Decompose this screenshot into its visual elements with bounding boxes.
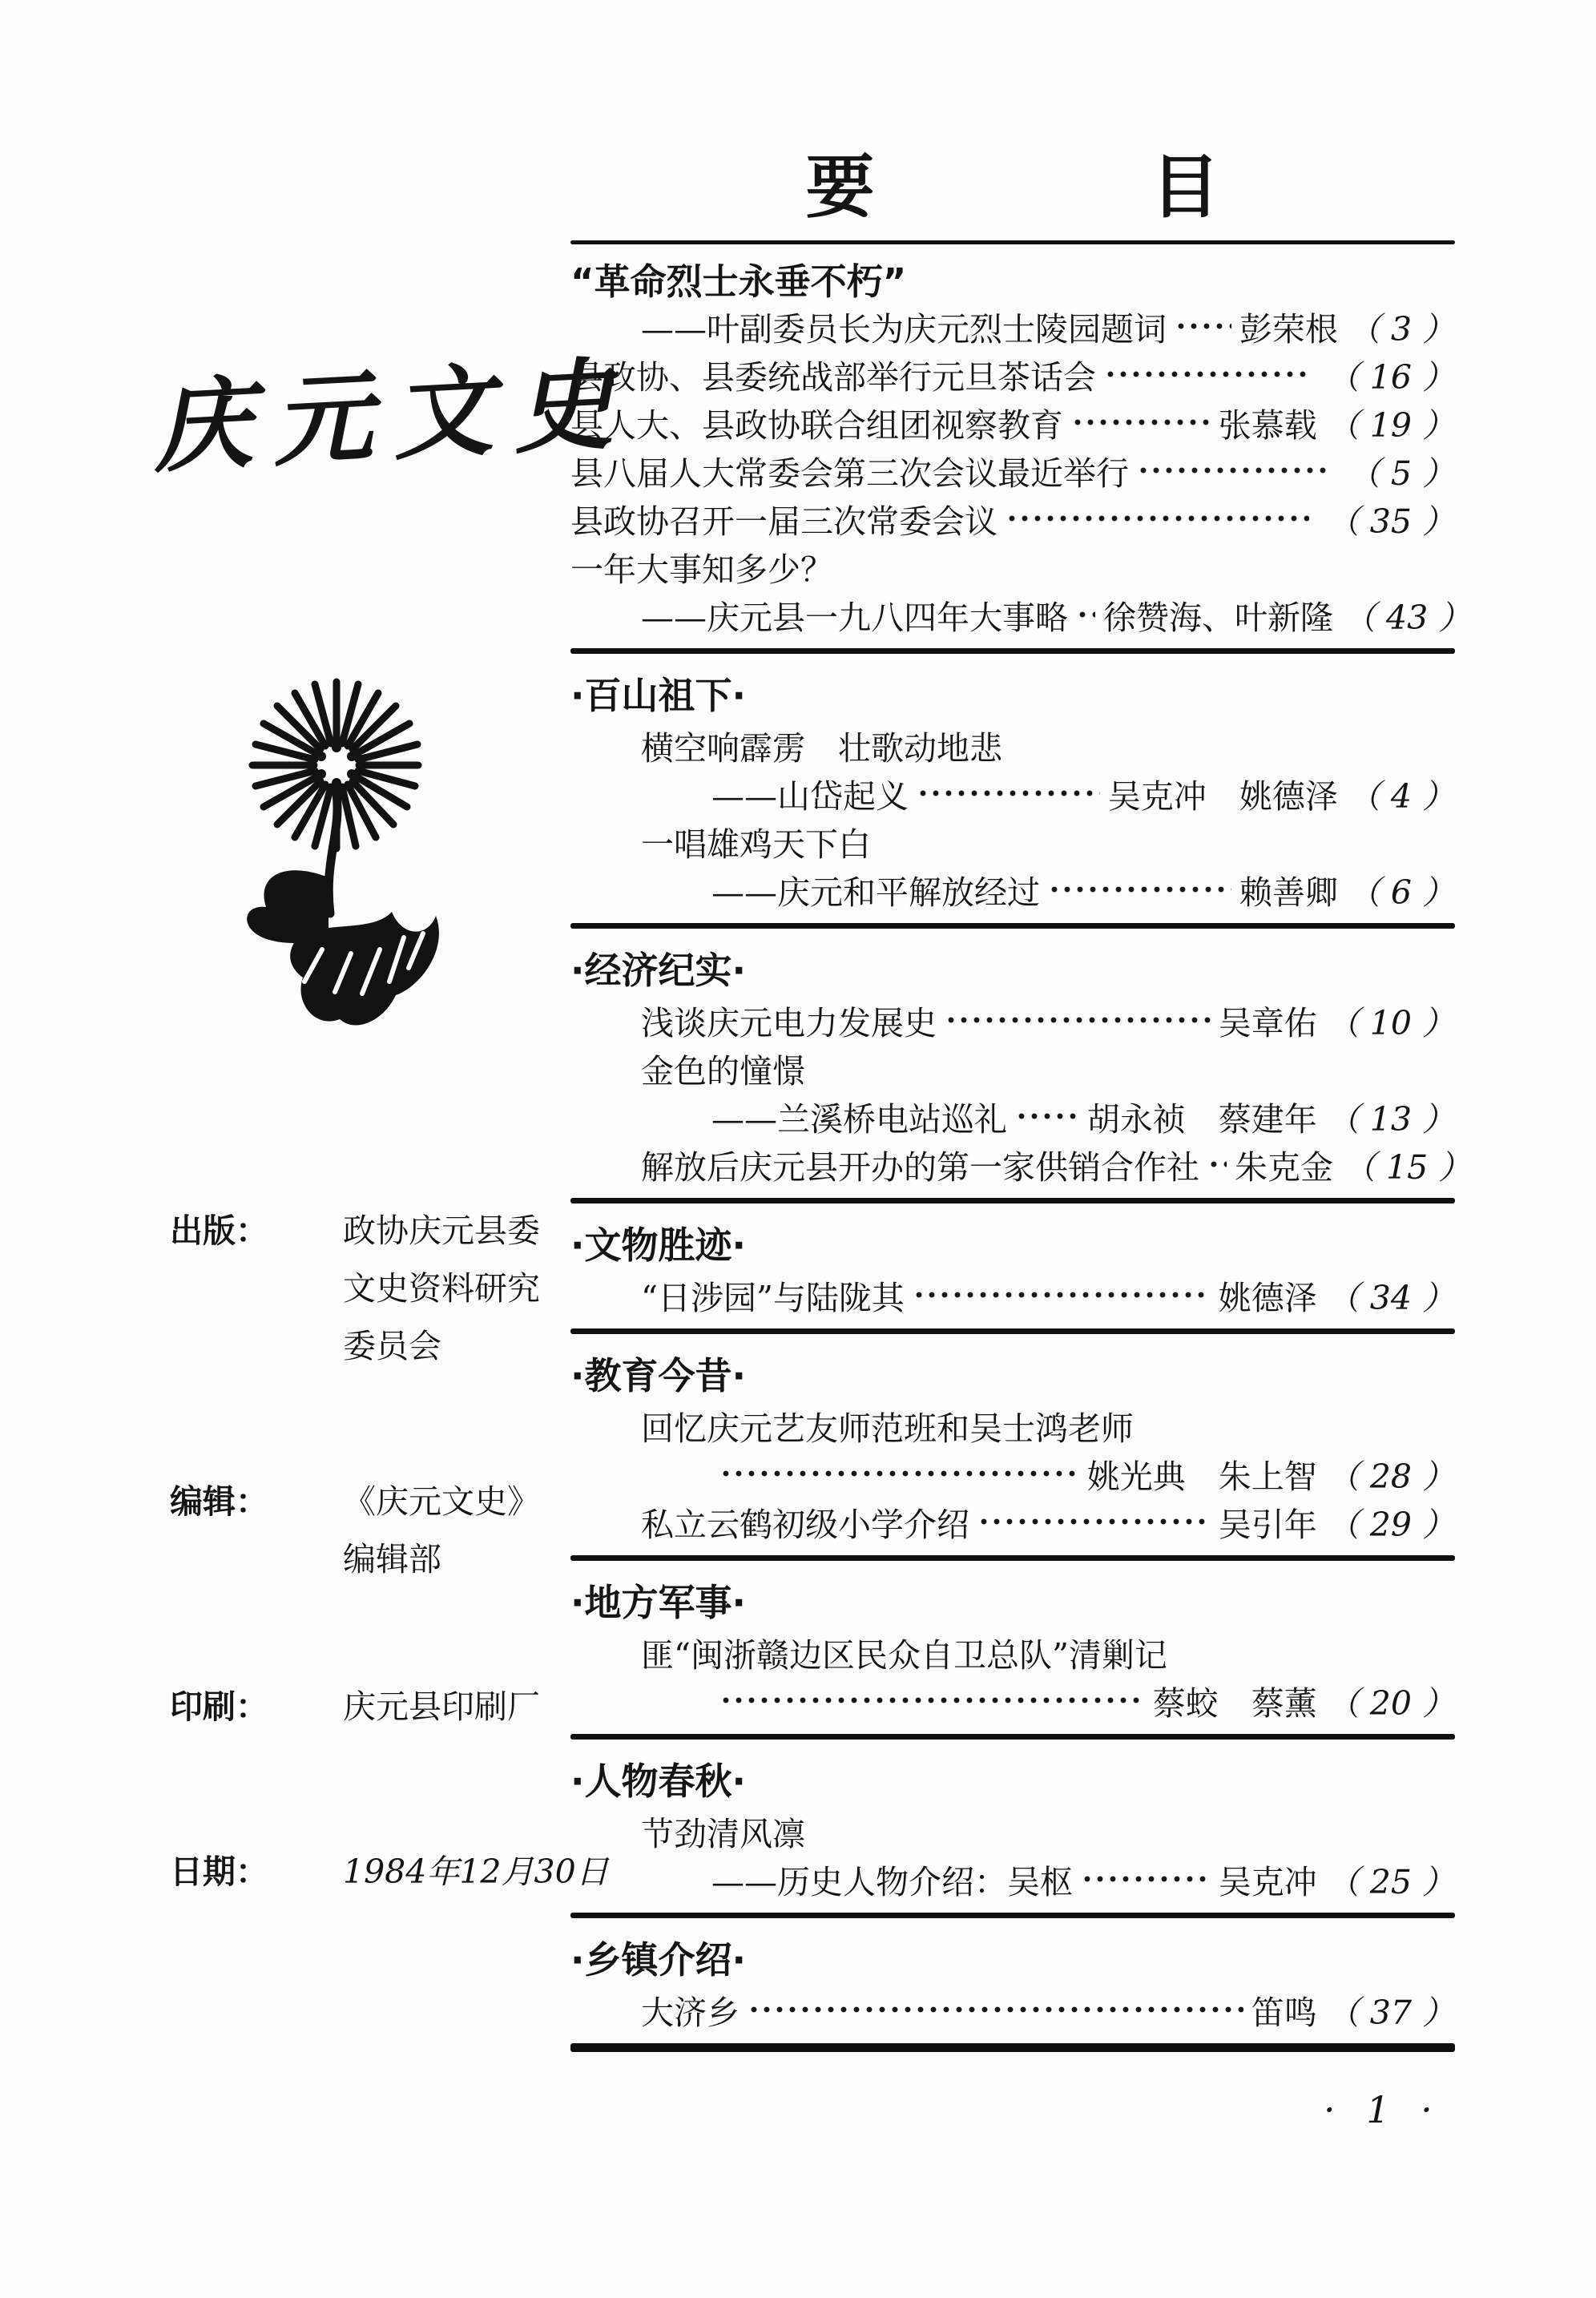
entry-page: （ 28 ） <box>1326 1457 1455 1496</box>
section-divider <box>570 1328 1455 1334</box>
toc-entry <box>570 254 1455 302</box>
entry-author: 姚德泽 <box>1218 1278 1317 1317</box>
dot-leader <box>917 769 1100 817</box>
dot-leader <box>719 1449 1079 1498</box>
colophon-value-line: 文史资料研究 <box>343 1269 540 1308</box>
entry-author: 姚光典 朱上智 <box>1086 1457 1317 1496</box>
dot-leader <box>977 1498 1211 1546</box>
entry-page: （ 5 ） <box>1347 454 1455 493</box>
toc-entry <box>570 1807 1455 1855</box>
entry-title: ——兰溪桥电站巡礼 <box>711 1099 1007 1139</box>
entry-title: 县政协召开一届三次常委会议 <box>570 502 998 541</box>
entry-page: （ 35 ） <box>1326 502 1455 541</box>
toc-entry <box>570 1498 1455 1546</box>
toc-section <box>570 1203 1455 1328</box>
entry-author: 朱克金 <box>1235 1147 1333 1187</box>
colophon-value <box>343 1843 609 1901</box>
toc-entry <box>570 817 1455 865</box>
section-divider <box>570 1913 1455 1918</box>
entry-author: 张慕载 <box>1218 405 1317 445</box>
colophon-publisher <box>170 1202 540 1375</box>
entry-title: 金色的憧憬 <box>641 1051 805 1091</box>
dot-leader <box>1048 865 1231 913</box>
dot-leader <box>1006 494 1309 542</box>
page-number: · 1 · <box>1324 2088 1442 2131</box>
toc-entry <box>570 1140 1472 1188</box>
entry-title: 大济乡 <box>641 1993 740 2032</box>
toc-entry <box>570 1628 1455 1676</box>
toc-entry <box>570 1401 1455 1449</box>
entry-author: 蔡蛟 蔡薰 <box>1152 1683 1317 1723</box>
toc-entry <box>570 1044 1455 1092</box>
toc-section <box>570 1918 1455 2043</box>
dot-leader <box>1207 1140 1227 1188</box>
entry-page: （ 16 ） <box>1326 357 1455 397</box>
entry-title: 解放后庆元县开办的第一家供销合作社 <box>641 1147 1199 1187</box>
entry-page: （ 6 ） <box>1347 873 1455 912</box>
toc-entry <box>570 302 1455 350</box>
dot-leader <box>748 1986 1243 2034</box>
toc-entry <box>570 398 1455 446</box>
section-header: ·文物胜迹· <box>570 1224 746 1267</box>
toc-section <box>570 1740 1455 1913</box>
entry-title: 县八届人大常委会第三次会议最近举行 <box>570 454 1129 493</box>
section-divider <box>570 1198 1455 1203</box>
dot-leader <box>1015 1092 1079 1140</box>
entry-title: 节劲清风凛 <box>641 1814 805 1853</box>
section-divider <box>570 1734 1455 1740</box>
dot-leader <box>1137 446 1330 494</box>
colophon-value-line: 《庆元文史》 <box>343 1482 540 1521</box>
entry-page: （ 37 ） <box>1326 1993 1455 2032</box>
entry-title: ——庆元和平解放经过 <box>711 873 1040 912</box>
colophon-value-line: 1984年12月30日 <box>343 1853 609 1891</box>
entry-title: ——历史人物介绍：吴枢 <box>711 1862 1073 1901</box>
colophon-label: 编辑： <box>170 1482 268 1521</box>
dot-leader <box>1076 591 1095 639</box>
entry-title: 私立云鹤初级小学介绍 <box>641 1505 969 1544</box>
entry-title: 回忆庆元艺友师范班和吴士鸿老师 <box>641 1409 1134 1448</box>
entry-title: 县人大、县政协联合组团视察教育 <box>570 405 1063 445</box>
section-header: ·经济纪实· <box>570 949 746 992</box>
toc-section <box>570 654 1455 923</box>
colophon-value <box>343 1678 540 1736</box>
toc-section <box>570 929 1472 1198</box>
dot-leader <box>945 996 1211 1044</box>
entry-page: （ 3 ） <box>1347 309 1455 349</box>
colophon-label: 出版： <box>170 1211 268 1250</box>
toc-entry <box>570 1092 1455 1140</box>
entry-page: （ 4 ） <box>1347 776 1455 816</box>
colophon-value-line: 委员会 <box>343 1327 441 1365</box>
entry-page: （ 19 ） <box>1326 405 1455 445</box>
section-header: ·百山祖下· <box>570 674 746 717</box>
toc-entry <box>570 1676 1455 1724</box>
toc-title-text: 要目 <box>805 147 1497 228</box>
section-header: ·教育今昔· <box>570 1354 746 1397</box>
dot-leader <box>719 1676 1145 1724</box>
colophon-value <box>343 1473 540 1588</box>
section-header: ·人物春秋· <box>570 1760 746 1803</box>
toc-entry <box>570 1271 1455 1319</box>
dot-leader <box>1104 350 1309 398</box>
colophon-date <box>170 1843 609 1901</box>
dot-leader <box>1081 1855 1211 1903</box>
toc-entry <box>570 1449 1455 1498</box>
toc-entry <box>570 1986 1455 2034</box>
entry-page: （ 29 ） <box>1326 1505 1455 1544</box>
colophon-value <box>343 1202 540 1375</box>
bottom-divider <box>570 2043 1455 2052</box>
toc-title <box>570 143 1497 240</box>
section-header: ·乡镇介绍· <box>570 1938 746 1982</box>
entry-title: 浅谈庆元电力发展史 <box>641 1003 937 1042</box>
toc-section <box>570 1561 1455 1734</box>
entry-title: 横空响霹雳 壮歌动地悲 <box>641 728 1002 768</box>
toc-entry <box>570 1855 1455 1903</box>
toc-entry <box>570 865 1455 913</box>
entry-author: 徐赞海、叶新隆 <box>1103 598 1333 637</box>
toc-section <box>570 244 1472 648</box>
toc-entry <box>570 769 1455 817</box>
colophon-label: 日期： <box>170 1853 268 1891</box>
colophon-value-line: 庆元县印刷厂 <box>343 1687 540 1726</box>
entry-author: 吴克冲 姚德泽 <box>1107 776 1338 816</box>
entry-page: （ 10 ） <box>1326 1003 1455 1042</box>
entry-page: （ 15 ） <box>1343 1147 1472 1187</box>
section-divider <box>570 648 1455 654</box>
colophon-label: 印刷： <box>170 1687 268 1726</box>
flower-woodcut-illustration <box>202 673 471 1051</box>
entry-author: 彭荣根 <box>1239 309 1338 349</box>
toc-entry <box>570 446 1455 494</box>
table-of-contents <box>570 143 1497 2052</box>
entry-author: 胡永祯 蔡建年 <box>1086 1099 1317 1139</box>
entry-author: 吴章佑 <box>1218 1003 1317 1042</box>
entry-page: （ 25 ） <box>1326 1862 1455 1901</box>
dot-leader <box>1071 398 1211 446</box>
entry-title: 县政协、县委统战部举行元旦茶话会 <box>570 357 1096 397</box>
entry-page: （ 34 ） <box>1326 1278 1455 1317</box>
colophon-value-line: 编辑部 <box>343 1540 441 1578</box>
entry-title: ——庆元县一九八四年大事略 <box>641 598 1068 637</box>
colophon-printer <box>170 1678 540 1736</box>
toc-entry <box>570 350 1455 398</box>
toc-entry <box>570 721 1455 769</box>
dot-leader <box>1175 302 1231 350</box>
entry-author: 笛鸣 <box>1251 1993 1317 2032</box>
entry-page: （ 13 ） <box>1326 1099 1455 1139</box>
masthead-calligraphy: 庆元文史 <box>150 345 636 487</box>
colophon-editor <box>170 1473 540 1588</box>
entry-page: （ 20 ） <box>1326 1683 1455 1723</box>
colophon-value-line: 政协庆元县委 <box>343 1211 540 1250</box>
entry-title: ——叶副委员长为庆元烈士陵园题词 <box>641 309 1167 349</box>
dot-leader <box>913 1271 1211 1319</box>
entry-title: ——山岱起义 <box>711 776 909 816</box>
section-divider <box>570 923 1455 929</box>
toc-section <box>570 1334 1455 1555</box>
section-divider <box>570 1555 1455 1561</box>
entry-author: 吴克冲 <box>1218 1862 1317 1901</box>
entry-title: “日涉园”与陆陇其 <box>641 1278 905 1317</box>
entry-title: 匪“闽浙赣边区民众自卫总队”清剿记 <box>641 1635 1167 1675</box>
entry-title: “革命烈士永垂不朽” <box>570 260 907 303</box>
entry-title: 一年大事知多少？ <box>570 550 833 589</box>
entry-page: （ 43 ） <box>1343 598 1472 637</box>
toc-entry <box>570 494 1455 542</box>
toc-entry <box>570 996 1455 1044</box>
toc-entry <box>570 591 1472 639</box>
entry-author: 赖善卿 <box>1239 873 1338 912</box>
entry-title: 一唱雄鸡天下白 <box>641 824 871 864</box>
section-header: ·地方军事· <box>570 1581 746 1624</box>
toc-entry <box>570 542 1455 591</box>
entry-author: 吴引年 <box>1218 1505 1317 1544</box>
